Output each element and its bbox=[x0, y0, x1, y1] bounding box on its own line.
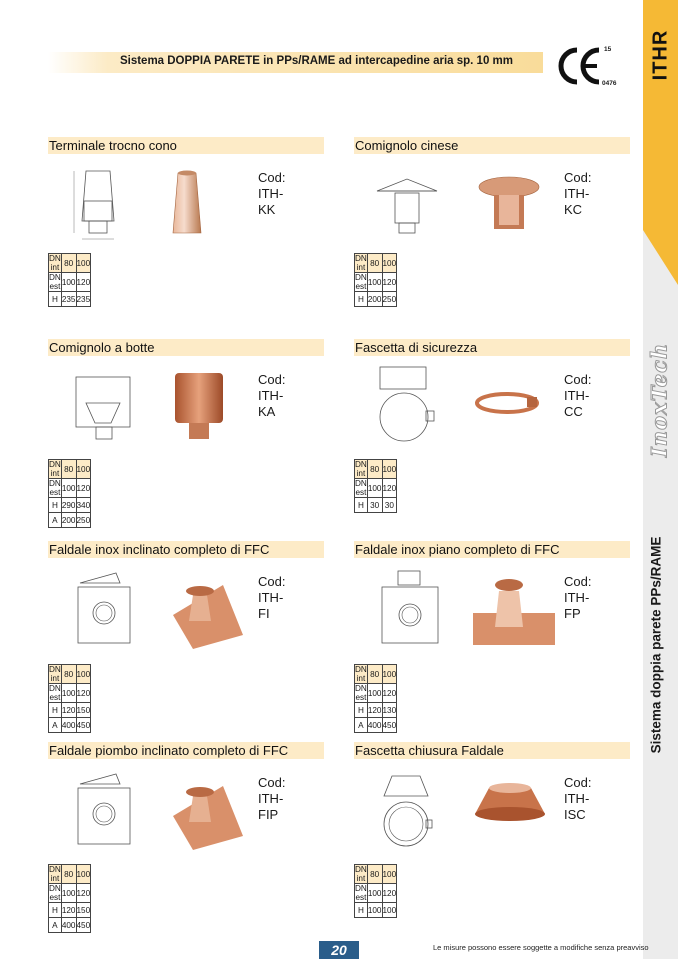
dimension-table: DN int 80 100 DN est 100 120 H 100 100 bbox=[354, 864, 397, 918]
side-title: Sistema doppia parete PPs/RAME bbox=[648, 536, 664, 754]
technical-drawing bbox=[362, 565, 452, 650]
technical-drawing bbox=[362, 363, 452, 448]
technical-drawing bbox=[362, 766, 452, 851]
dimension-table: DN int 80 100 DN est 100 120 H 30 30 bbox=[354, 459, 397, 513]
product-title: Terminale trocno cono bbox=[48, 137, 324, 154]
product-photo bbox=[163, 766, 253, 851]
product-title: Faldale inox inclinato completo di FFC bbox=[48, 541, 324, 558]
dimension-table: DN int 80 100 DN est 100 120 H 235 235 bbox=[48, 253, 91, 307]
dimension-table: DN int 80 100 DN est 100 120 H 120 150 A 400 450 bbox=[48, 864, 91, 933]
technical-drawing bbox=[56, 766, 146, 851]
header-title-bar bbox=[48, 52, 543, 73]
product-photo bbox=[469, 363, 559, 448]
product-code: Cod: ITH-KK bbox=[258, 170, 286, 217]
product-code: Cod: ITH-KC bbox=[564, 170, 592, 217]
ce-code: 0476 bbox=[602, 80, 617, 87]
product-title: Fascetta chiusura Faldale bbox=[354, 742, 630, 759]
product-code: Cod: ITH-ISC bbox=[564, 775, 592, 822]
product-title: Fascetta di sicurezza bbox=[354, 339, 630, 356]
product-photo bbox=[163, 161, 253, 246]
technical-drawing bbox=[56, 363, 146, 448]
technical-drawing bbox=[56, 161, 146, 246]
product-title: Comignolo cinese bbox=[354, 137, 630, 154]
footer-note: Le misure possono essere soggette a modifiche senza preavviso bbox=[433, 943, 649, 952]
dimension-table: DN int 80 100 DN est 100 120 H 120 150 A 400 450 bbox=[48, 664, 91, 733]
product-code: Cod: ITH-FIP bbox=[258, 775, 286, 822]
dimension-table: DN int 80 100 DN est 100 120 H 290 340 A 200 250 bbox=[48, 459, 91, 528]
page-number: 20 bbox=[319, 941, 359, 959]
product-photo bbox=[163, 565, 253, 650]
page-title: Sistema DOPPIA PARETE in PPs/RAME ad intercapedine aria sp. 10 mm bbox=[119, 55, 513, 67]
product-title: Comignolo a botte bbox=[48, 339, 324, 356]
product-photo bbox=[469, 766, 559, 851]
product-title: Faldale piombo inclinato completo di FFC bbox=[48, 742, 324, 759]
product-photo bbox=[469, 565, 559, 650]
product-photo bbox=[469, 161, 559, 246]
product-code: Cod: ITH-KA bbox=[258, 372, 286, 419]
technical-drawing bbox=[56, 565, 146, 650]
dimension-table: DN int 80 100 DN est 100 120 H 200 250 bbox=[354, 253, 397, 307]
dimension-table: DN int 80 100 DN est 100 120 H 120 130 A 400 450 bbox=[354, 664, 397, 733]
product-code: Cod: ITH-FI bbox=[258, 574, 286, 621]
brand-tab-label: ITHR bbox=[649, 29, 672, 81]
product-code: Cod: ITH-CC bbox=[564, 372, 592, 419]
product-photo bbox=[163, 363, 253, 448]
product-title: Faldale inox piano completo di FFC bbox=[354, 541, 630, 558]
technical-drawing bbox=[362, 161, 452, 246]
product-code: Cod: ITH-FP bbox=[564, 574, 592, 621]
ce-number: 15 bbox=[604, 46, 612, 53]
inoxtech-logo: InoxTech bbox=[646, 342, 672, 458]
